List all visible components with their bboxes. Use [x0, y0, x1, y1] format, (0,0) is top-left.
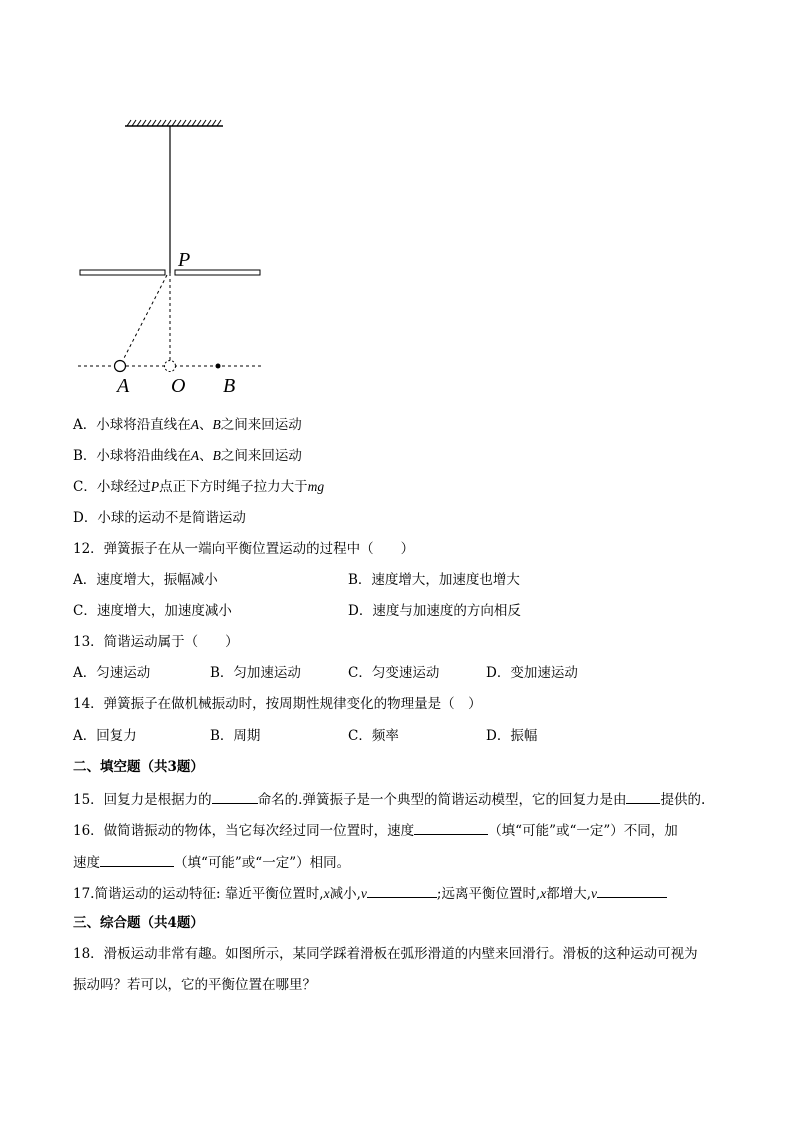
- q12-option-a: A．速度增大，振幅减小: [73, 572, 218, 588]
- section-fill-in-heading: 二、填空题（共3题）: [73, 759, 204, 775]
- q11-option-c: C．小球经过P点正下方时绳子拉力大于mg: [73, 479, 325, 495]
- q13-option-d: D．变加速运动: [486, 665, 578, 681]
- q14-option-c: C．频率: [348, 728, 399, 744]
- label-a: A: [117, 375, 130, 397]
- q14-stem: 14．弹簧振子在做机械振动时，按周期性规律变化的物理量是（ ）: [73, 696, 482, 712]
- q13-stem: 13．简谐运动属于（ ）: [73, 634, 239, 650]
- q12-option-d: D．速度与加速度的方向相反: [348, 603, 521, 619]
- q16-blank-2: [100, 852, 174, 867]
- q17-blank-2: [597, 883, 667, 898]
- q17-blank-1: [367, 883, 437, 898]
- q17: 17.简谐运动的运动特征: 靠近平衡位置时,x减小,v ;远离平衡位置时,x都增大,v: [73, 883, 667, 903]
- q11-option-d: D．小球的运动不是简谐运动: [73, 510, 246, 526]
- section-comprehensive-heading: 三、综合题（共4题）: [73, 915, 204, 931]
- q11-option-a: A．小球将沿直线在A、B之间来回运动: [73, 417, 302, 433]
- q13-option-c: C．匀变速运动: [348, 665, 440, 681]
- q13-option-a: A．匀速运动: [73, 665, 151, 681]
- q15-blank-1: [212, 789, 258, 804]
- q12-option-c: C．速度增大，加速度减小: [73, 603, 232, 619]
- q18-line-1: 18．滑板运动非常有趣。如图所示，某同学踩着滑板在弧形滑道的内壁来回滑行。滑板的这种运动可视为: [73, 946, 698, 962]
- q13-option-b: B．匀加速运动: [210, 665, 301, 681]
- label-o: O: [171, 375, 186, 397]
- q16-blank-1: [414, 820, 488, 835]
- q12-stem: 12．弹簧振子在从一端向平衡位置运动的过程中（ ）: [73, 541, 415, 557]
- q16-line-2: 速度 （填“可能”或“一定”）相同。: [73, 852, 350, 872]
- q16-line-1: 16．做简谐振动的物体，当它每次经过同一位置时，速度 （填“可能”或“一定”）不同，加: [73, 820, 678, 840]
- label-p: P: [178, 249, 191, 271]
- q18-line-2: 振动吗？若可以，它的平衡位置在哪里？: [73, 977, 316, 993]
- q14-option-b: B．周期: [210, 728, 261, 744]
- q14-option-a: A．回复力: [73, 728, 137, 744]
- q11-option-b: B．小球将沿曲线在A、B之间来回运动: [73, 448, 302, 464]
- label-b: B: [223, 375, 236, 397]
- pendulum-diagram: [70, 110, 290, 400]
- q14-option-d: D．振幅: [486, 728, 538, 744]
- q12-option-b: B．速度增大，加速度也增大: [348, 572, 520, 588]
- q15: 15．回复力是根据力的 命名的.弹簧振子是一个典型的简谐运动模型，它的回复力是由 提供的.: [73, 789, 705, 809]
- q15-blank-2: [626, 789, 660, 804]
